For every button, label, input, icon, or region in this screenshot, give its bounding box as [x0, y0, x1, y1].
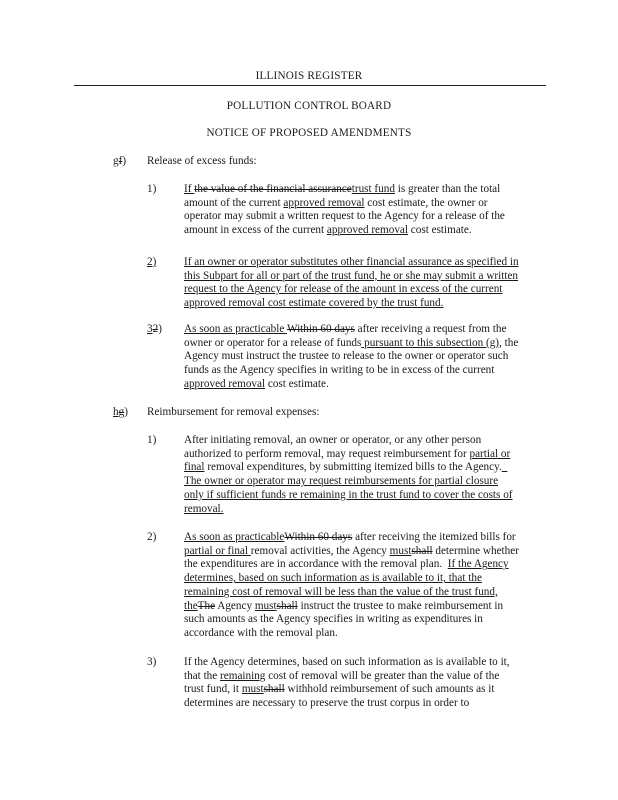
del-text: Within 60 days: [286, 323, 355, 335]
text-line: determines are necessary to preserve the trust corpus in order to: [184, 697, 470, 710]
plain-text: , the: [499, 336, 519, 349]
plain-text: cost of removal will be greater than the value of the: [265, 669, 500, 682]
ins-text: [502, 461, 508, 473]
board-name: POLLUTION CONTROL BOARD: [226, 100, 392, 112]
ins-text: approved removal: [326, 224, 408, 237]
text-line: removal.: [184, 502, 224, 515]
ins-text: approved removal: [283, 196, 365, 209]
text-line: [184, 531, 519, 545]
text-line: such amounts as the Agency specifies in writing as expenditures in: [184, 613, 483, 626]
text-line: funds as the Agency specifies in writing to be in excess of the current: [184, 364, 495, 377]
text-line: [184, 448, 513, 462]
plain-text: removal expenditures, by submitting itemized bills to the Agency.: [204, 461, 502, 474]
label-deleted: g: [118, 406, 125, 418]
del-text: Within 60 days: [284, 531, 353, 543]
text-line: Agency must instruct the trustee to release to the owner or operator such: [184, 350, 509, 363]
ins-text: trust fund: [351, 183, 395, 195]
g3-paragraph: [184, 323, 518, 392]
del-text: 2: [152, 323, 159, 335]
text-line: approved removal cost estimate covered by the trust fund.: [184, 297, 444, 310]
text-line: [184, 461, 513, 475]
plain-text: the expenditures are in accordance with the removal plan.: [184, 558, 448, 571]
text-line: The owner or operator may request reimbursements for partial closure: [184, 475, 499, 488]
g1-number: 1): [147, 183, 157, 195]
plain-text: after receiving a request from the: [354, 323, 507, 335]
text-line: [184, 670, 510, 684]
del-text: shall: [263, 683, 285, 696]
del-text: shall: [411, 544, 433, 557]
ins-text: must: [254, 599, 277, 612]
text-line: accordance with the removal plan.: [184, 626, 338, 639]
h1-paragraph: [184, 434, 513, 516]
plain-text: cost estimate.: [407, 224, 472, 237]
text-line: If the Agency determines, based on such information as is available to it,: [184, 656, 510, 668]
text-line: [184, 545, 519, 559]
plain-text: determine whether: [432, 544, 519, 557]
ins-text: final: [184, 461, 205, 474]
plain-text: cost estimate, the owner or: [364, 196, 488, 209]
plain-text: amount of the current: [184, 196, 284, 209]
text-line: operator may submit a written request to the Agency for a release of the: [184, 210, 505, 223]
ins-text: 3: [147, 323, 153, 335]
subsection-g-title: Release of excess funds:: [147, 155, 257, 167]
ins-text: If: [184, 183, 195, 195]
plain-text: cost estimate.: [265, 377, 329, 390]
h2-number: 2): [147, 531, 157, 543]
plain-text: Agency: [215, 599, 255, 612]
text-line: [184, 183, 505, 197]
text-line: remaining cost of removal will be less than the value of the trust fund,: [184, 585, 498, 598]
h1-number: 1): [147, 434, 157, 446]
text-line: [184, 558, 519, 572]
plain-text: owner or operator for a release of funds: [184, 336, 362, 349]
text-line: [184, 224, 505, 238]
ins-text: As soon as practicable: [184, 323, 287, 335]
ins-text: remaining: [220, 669, 266, 682]
g1-paragraph: [184, 183, 505, 238]
label-paren: ): [124, 406, 128, 418]
del-text: the value of the financial assurance: [194, 183, 352, 195]
ins-text: pursuant to this subsection (g): [361, 336, 500, 349]
g2-number: 2): [147, 256, 157, 268]
text-line: [184, 323, 518, 337]
text-line: request to the Agency for release of the amount in excess of the current: [184, 283, 503, 296]
plain-text: after receiving the itemized bills for: [352, 531, 516, 543]
plain-text: is greater than the total: [394, 183, 501, 195]
text-line: [184, 337, 518, 351]
ins-text: partial or: [469, 447, 511, 460]
h3-number: 3): [147, 656, 157, 668]
ins-text: approved removal: [184, 377, 266, 390]
text-line: only if sufficient funds re remaining in the trust fund to cover the costs of: [184, 488, 513, 501]
ins-text: the: [184, 599, 198, 612]
del-text: shall: [276, 599, 298, 612]
text-line: this Subpart for all or part of the trust fund, he or she may submit a written: [184, 269, 519, 282]
text-line: After initiating removal, an owner or operator, or any other person: [184, 434, 482, 446]
ins-text: If the Agency: [447, 558, 509, 571]
text-line: If an owner or operator substitutes other financial assurance as specified in: [184, 256, 519, 268]
ins-text: partial or final: [184, 544, 251, 557]
ins-text: must: [389, 544, 412, 557]
label-inserted: h: [113, 406, 119, 418]
h2-paragraph: [184, 531, 519, 641]
plain-text: instruct the trustee to make reimbursement in: [297, 599, 504, 612]
plain-text: amount in excess of the current: [184, 224, 327, 237]
plain-text: that the: [184, 669, 221, 682]
g3-number: [147, 323, 162, 337]
label-inserted: g: [113, 155, 119, 167]
ins-text: must: [241, 683, 264, 696]
label-deleted: f: [118, 155, 123, 167]
plain-text: removal activities, the Agency: [250, 544, 390, 557]
subsection-h-label: [113, 406, 128, 420]
header-rule: [74, 85, 546, 86]
text-line: [184, 378, 518, 392]
subsection-g-label: [113, 155, 126, 169]
notice-title: NOTICE OF PROPOSED AMENDMENTS: [206, 127, 412, 139]
plain-text: ): [158, 323, 162, 335]
label-paren: ): [122, 155, 127, 167]
ins-text: As soon as practicable: [184, 531, 285, 543]
h3-paragraph: [184, 656, 510, 711]
text-line: [184, 197, 505, 211]
text-line: [184, 600, 519, 614]
register-title: ILLINOIS REGISTER: [255, 70, 363, 82]
plain-text: authorized to perform removal, may request reimbursement for: [184, 447, 470, 460]
text-line: determines, based on such information as is available to it, that the: [184, 572, 482, 585]
plain-text: trust fund, it: [184, 683, 242, 696]
plain-text: withhold reimbursement of such amounts as it: [284, 683, 495, 696]
g2-paragraph: [184, 256, 519, 311]
text-line: [184, 683, 510, 697]
del-text: The: [197, 599, 216, 612]
subsection-h-title: Reimbursement for removal expenses:: [147, 406, 320, 418]
